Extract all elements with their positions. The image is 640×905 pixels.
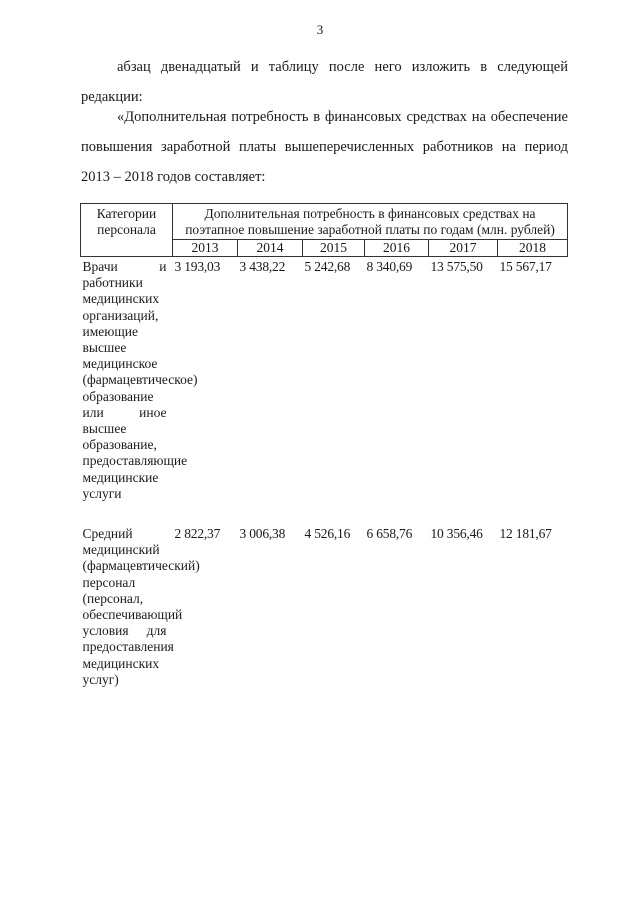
cell-value: 13 575,50 bbox=[429, 257, 498, 503]
year-header: 2015 bbox=[303, 240, 365, 257]
table-row bbox=[81, 524, 568, 688]
cell-value: 4 526,16 bbox=[304, 526, 351, 542]
year-header: 2017 bbox=[429, 240, 498, 257]
financial-needs-group-header: Дополнительная потребность в финансовых средствах на поэтапное повышение заработной платы по годам (млн. рублей) bbox=[173, 204, 568, 240]
spacer-cell bbox=[81, 502, 568, 524]
cell-value: 6 658,76 bbox=[366, 526, 413, 542]
financial-needs-table bbox=[80, 203, 568, 688]
category-column-header: Категории персонала bbox=[81, 204, 173, 257]
cell-value: 10 356,46 bbox=[430, 526, 483, 542]
cell-value: 3 193,03 bbox=[173, 257, 238, 503]
paragraph-need-statement: «Дополнительная потребность в финансовых средствах на обеспечение повышения заработной платы вышеперечисленных работников на период 2013 – 2018 годов составляет: bbox=[81, 109, 568, 185]
cell-value: 5 242,68 bbox=[303, 257, 365, 503]
cell-value: 15 567,17 bbox=[498, 257, 568, 503]
row-category-name: Врачи и работники медицинских организаций, имеющие высшее медицинское (фармацевтическое) образование или иное высшее образование, предоставляющие медицинские услуги bbox=[81, 257, 173, 503]
paragraph-intro: абзац двенадцатый и таблицу после него изложить в следующей редакции: bbox=[81, 59, 568, 105]
cell-value: 3 438,22 bbox=[238, 257, 303, 503]
page-number: 3 bbox=[316, 22, 324, 37]
year-header: 2013 bbox=[173, 240, 238, 257]
row-category-name: Средний медицинский (фармацевтический) персонал (персонал, обеспечивающий условия для предоставления медицинских услуг) bbox=[82, 526, 200, 687]
cell-value: 3 006,38 bbox=[239, 526, 286, 542]
cell-value: 2 822,37 bbox=[174, 526, 221, 542]
year-header: 2018 bbox=[498, 240, 568, 257]
cell-value: 8 340,69 bbox=[365, 257, 429, 503]
table-row bbox=[81, 257, 568, 503]
year-header: 2014 bbox=[238, 240, 303, 257]
row-spacer bbox=[81, 502, 568, 524]
year-header: 2016 bbox=[365, 240, 429, 257]
cell-value: 12 181,67 bbox=[499, 526, 552, 542]
